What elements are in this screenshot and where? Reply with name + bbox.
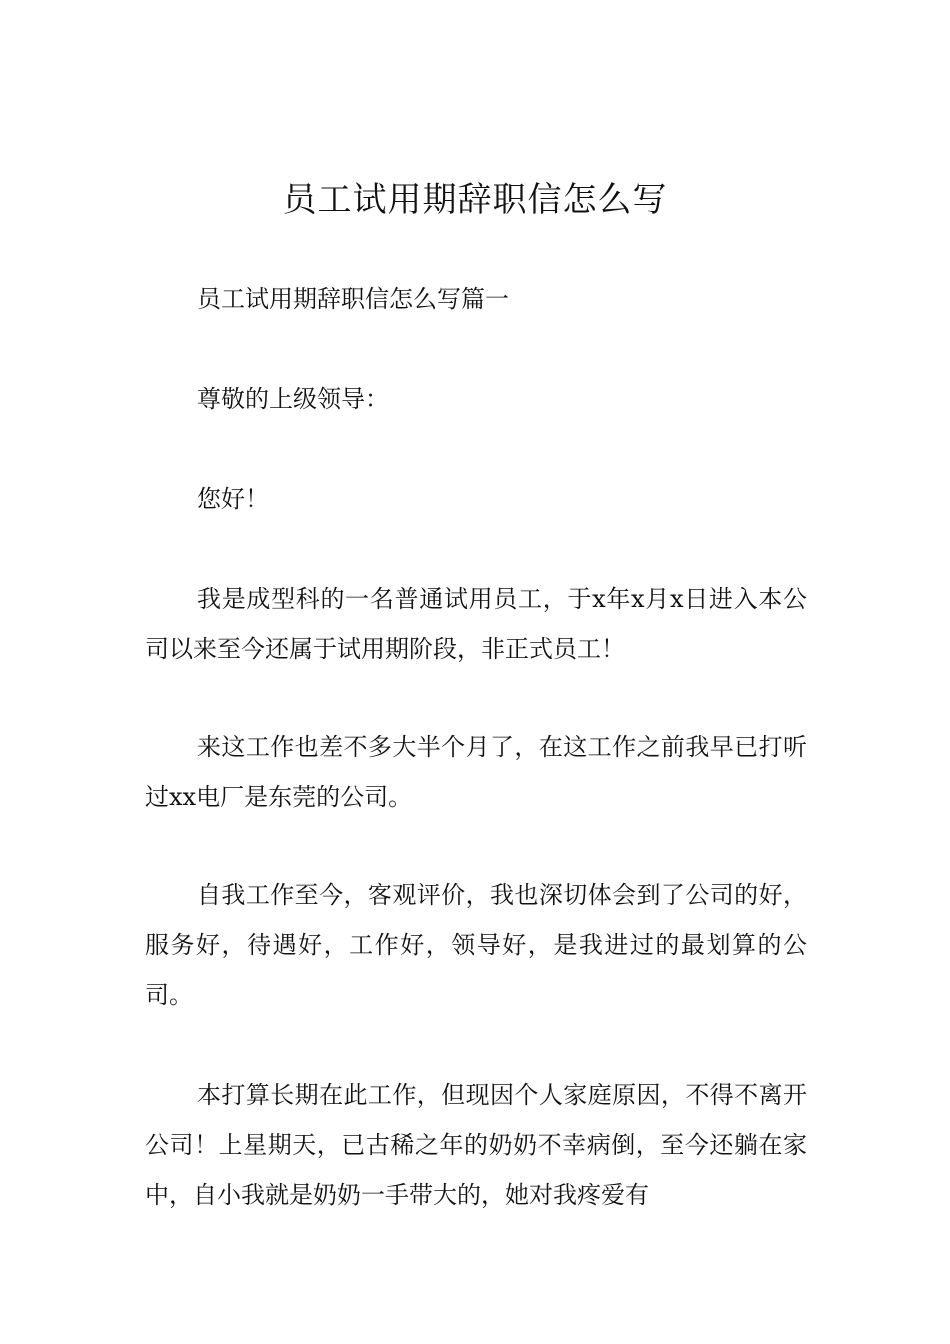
paragraph-evaluation: 自我工作至今，客观评价，我也深切体会到了公司的好，服务好，待遇好，工作好，领导好，是我进过的最划算的公司。 [145, 881, 807, 1009]
paragraph-background: 来这工作也差不多大半个月了，在这工作之前我早已打听过xx电厂是东莞的公司。 [145, 733, 807, 811]
paragraph-intro: 我是成型科的一名普通试用员工，于x年x月x日进入本公司以来至今还属于试用期阶段，非正式员工！ [145, 585, 807, 663]
section-heading: 员工试用期辞职信怎么写篇一 [197, 285, 509, 313]
greeting: 您好！ [197, 485, 269, 513]
paragraph-reason: 本打算长期在此工作，但现因个人家庭原因，不得不离开公司！上星期天，已古稀之年的奶奶不幸病倒，至今还躺在家中，自小我就是奶奶一手带大的，她对我疼爱有 [145, 1081, 807, 1209]
document-title: 员工试用期辞职信怎么写 [282, 180, 668, 220]
salutation: 尊敬的上级领导： [197, 385, 389, 413]
